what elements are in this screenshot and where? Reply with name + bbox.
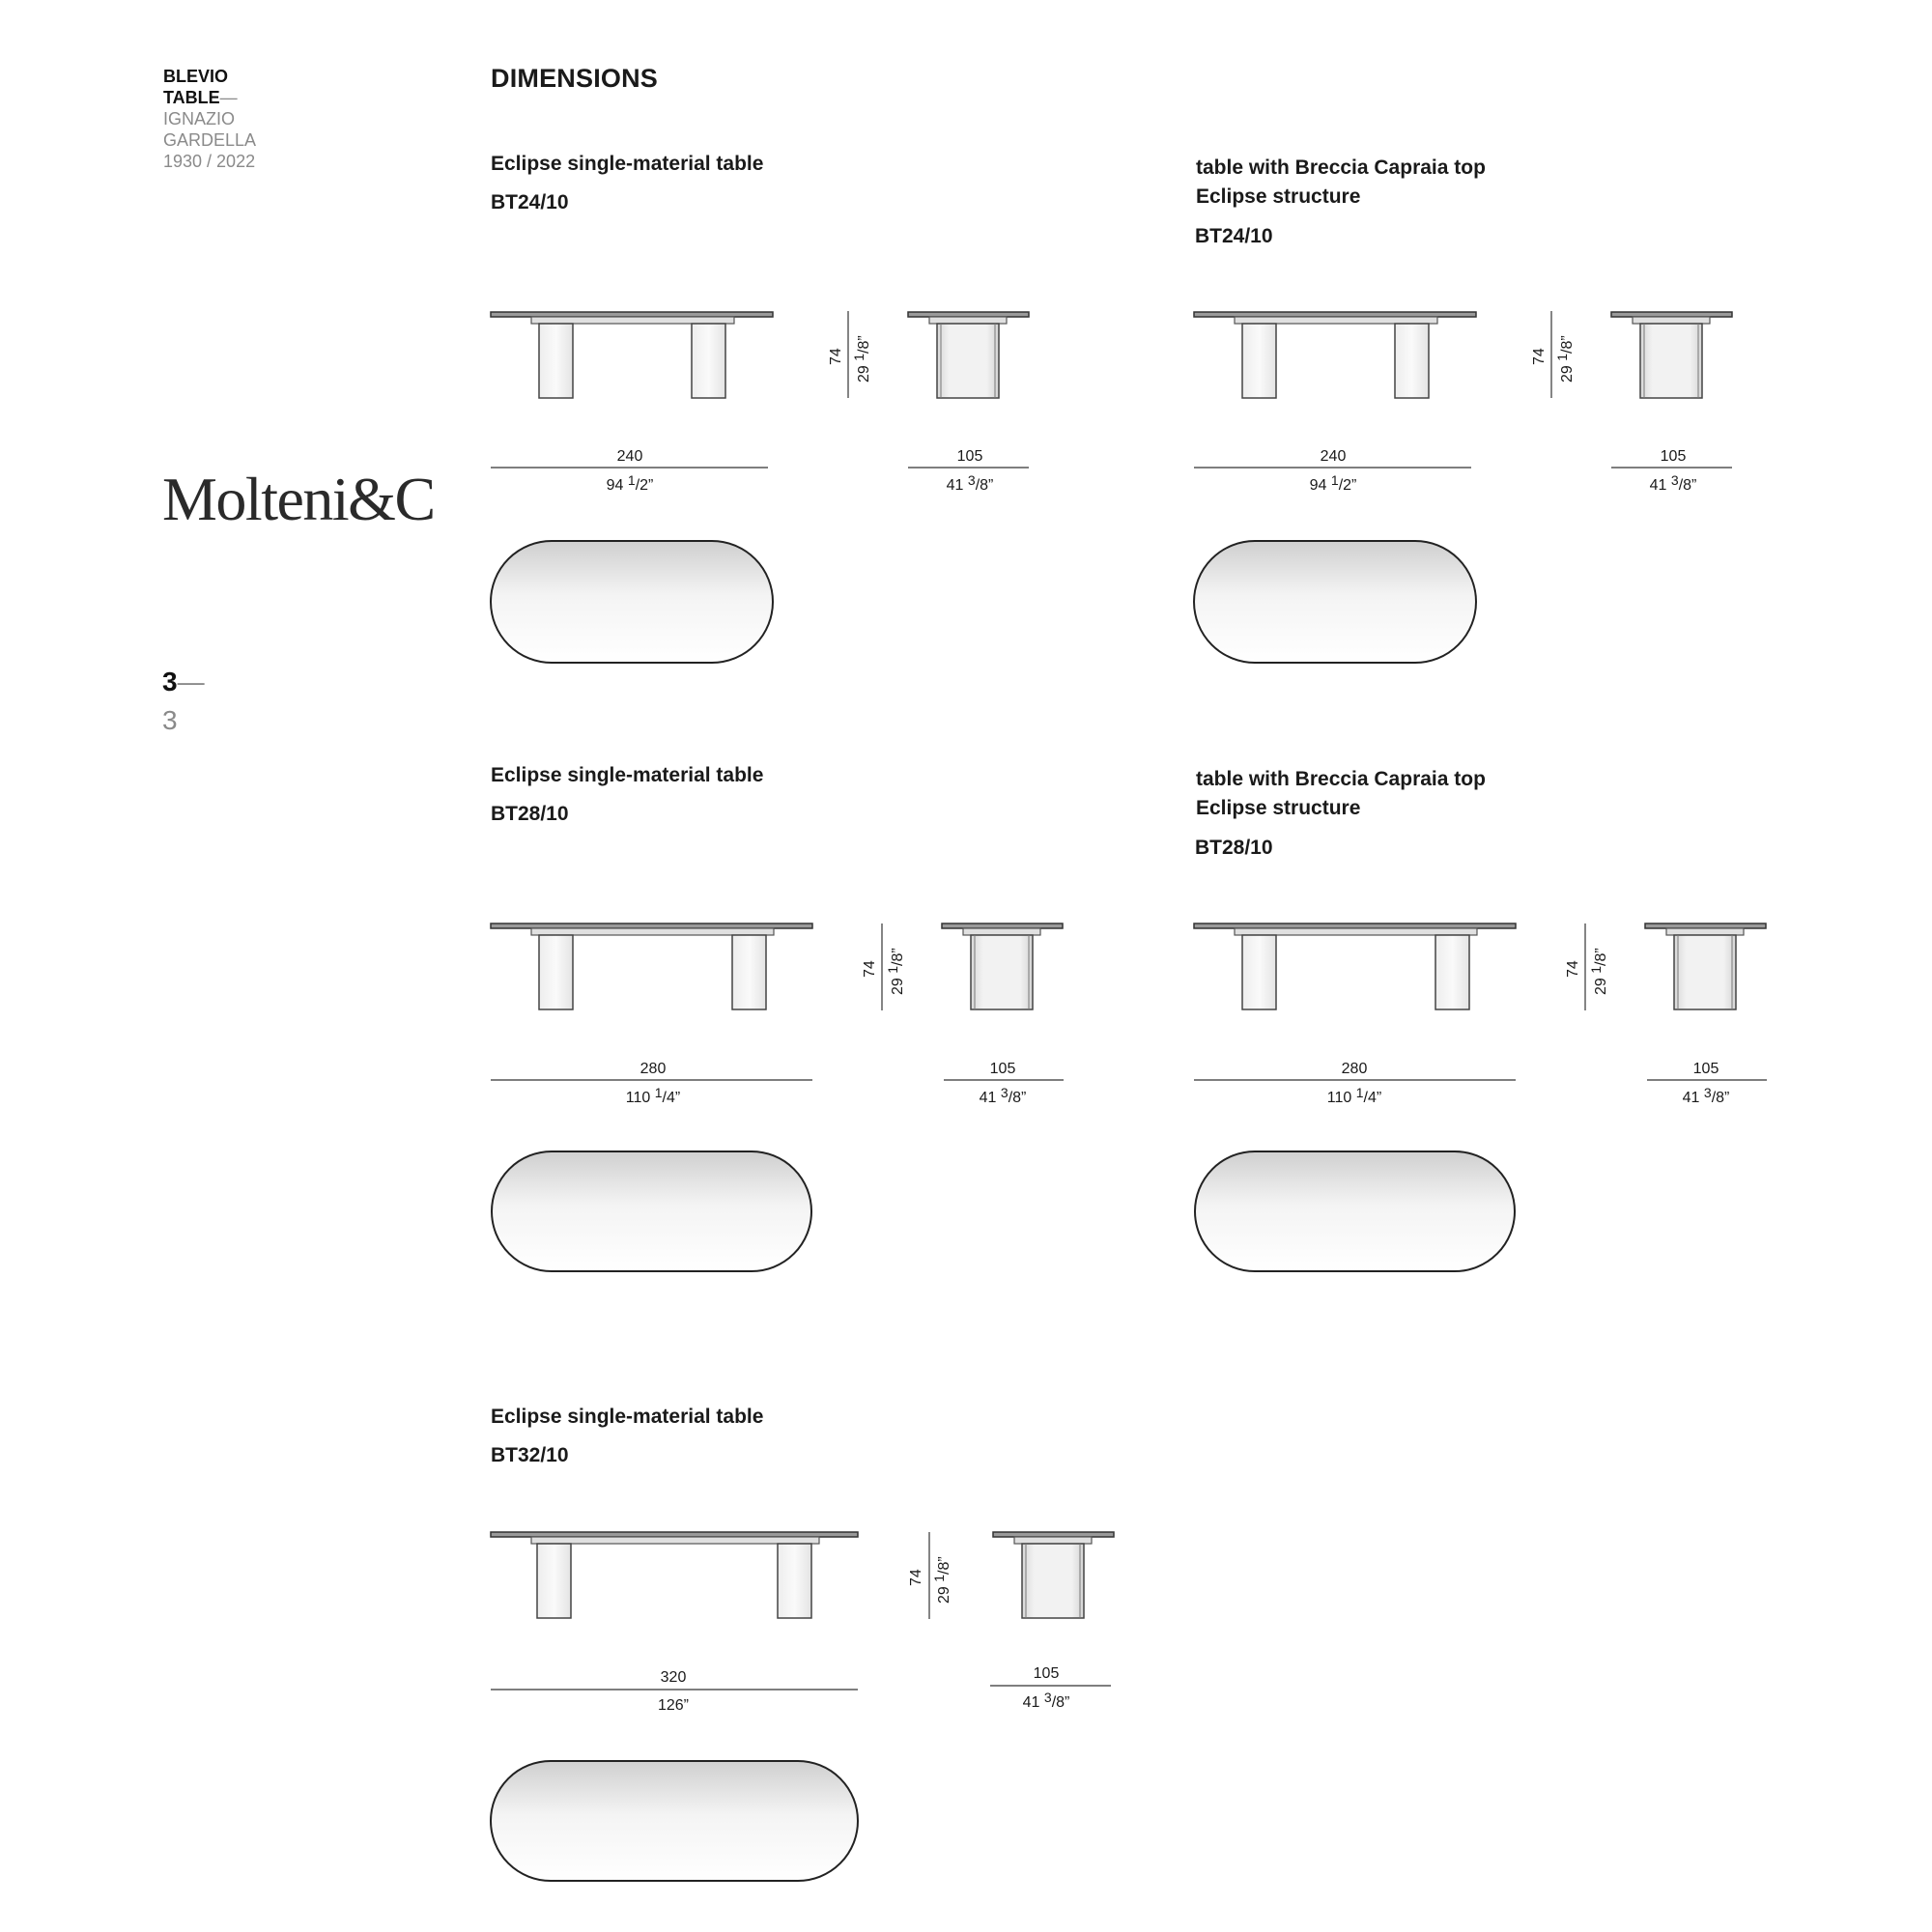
product-name-line1: BLEVIO [163,67,229,86]
s2-length-in: 94 1/2” [1309,472,1357,494]
s5-depth-cm: 105 [1033,1665,1060,1682]
product-name-line2: TABLE— [163,88,238,107]
section-2-code: BT24/10 [1195,225,1273,247]
page-total: 3 [162,705,178,735]
s4-depth-in: 41 3/8” [1682,1085,1730,1106]
s3-height-in: 29 1/8” [885,948,906,995]
s1-top-view [491,541,773,663]
section-2-title: table with Breccia Capraia top Eclipse structure [1196,156,1486,208]
s5-height-cm: 74 [908,1569,924,1586]
s4-height-cm: 74 [1565,960,1581,978]
s5-top-view [491,1761,858,1881]
s1-length-cm: 240 [616,448,643,465]
page-indicator: 3— 3 [162,663,205,740]
s3-height-cm: 74 [862,960,878,978]
s4-top-view [1195,1151,1515,1271]
section-4-title: table with Breccia Capraia top Eclipse structure [1196,768,1486,819]
page-title: DIMENSIONS [491,64,659,93]
s4-depth-cm: 105 [1692,1061,1719,1077]
s3-depth-in: 41 3/8” [979,1085,1027,1106]
s3-length-in: 110 1/4” [625,1085,681,1106]
s2-depth-cm: 105 [1660,448,1687,465]
s5-length-cm: 320 [660,1669,687,1686]
s1-depth-cm: 105 [956,448,983,465]
s3-depth-cm: 105 [989,1061,1016,1077]
s5-depth-in: 41 3/8” [1022,1690,1070,1711]
s1-depth-in: 41 3/8” [946,472,994,494]
s2-depth-in: 41 3/8” [1649,472,1697,494]
s1-height-in: 29 1/8” [851,335,872,383]
page-current: 3 [162,667,178,696]
s1-side-view [908,312,1029,398]
designer-years: 1930 / 2022 [163,152,256,171]
s2-length-cm: 240 [1320,448,1347,465]
s4-side-view [1645,923,1766,1009]
section-1-code: BT24/10 [491,191,569,213]
s3-front-view [491,923,812,1009]
s2-height-in: 29 1/8” [1554,335,1576,383]
s2-side-view [1611,312,1732,398]
s5-height-in: 29 1/8” [931,1556,952,1604]
s3-top-view [492,1151,811,1271]
s4-height-in: 29 1/8” [1588,948,1609,995]
s1-front-view [491,312,773,398]
section-3-title: Eclipse single-material table [491,764,764,786]
s2-height-cm: 74 [1531,348,1548,365]
section-4-code: BT28/10 [1195,837,1273,859]
s3-length-cm: 280 [639,1061,667,1077]
designer-line2: GARDELLA [163,130,257,150]
s2-front-view [1194,312,1476,398]
section-1-title: Eclipse single-material table [491,153,764,175]
s4-length-in: 110 1/4” [1326,1085,1382,1106]
s3-side-view [942,923,1063,1009]
s5-side-view [993,1532,1114,1618]
s1-length-in: 94 1/2” [606,472,654,494]
s4-front-view [1194,923,1516,1009]
section-5-title: Eclipse single-material table [491,1406,764,1428]
s1-height-cm: 74 [828,348,844,365]
designer-line1: IGNAZIO [163,109,236,128]
section-5-code: BT32/10 [491,1444,569,1466]
s5-length-in: 126” [657,1697,690,1714]
s5-front-view [491,1532,858,1618]
s4-length-cm: 280 [1341,1061,1368,1077]
s2-top-view [1194,541,1476,663]
section-3-code: BT28/10 [491,803,569,825]
brand-logo: Molteni&C [162,465,435,533]
